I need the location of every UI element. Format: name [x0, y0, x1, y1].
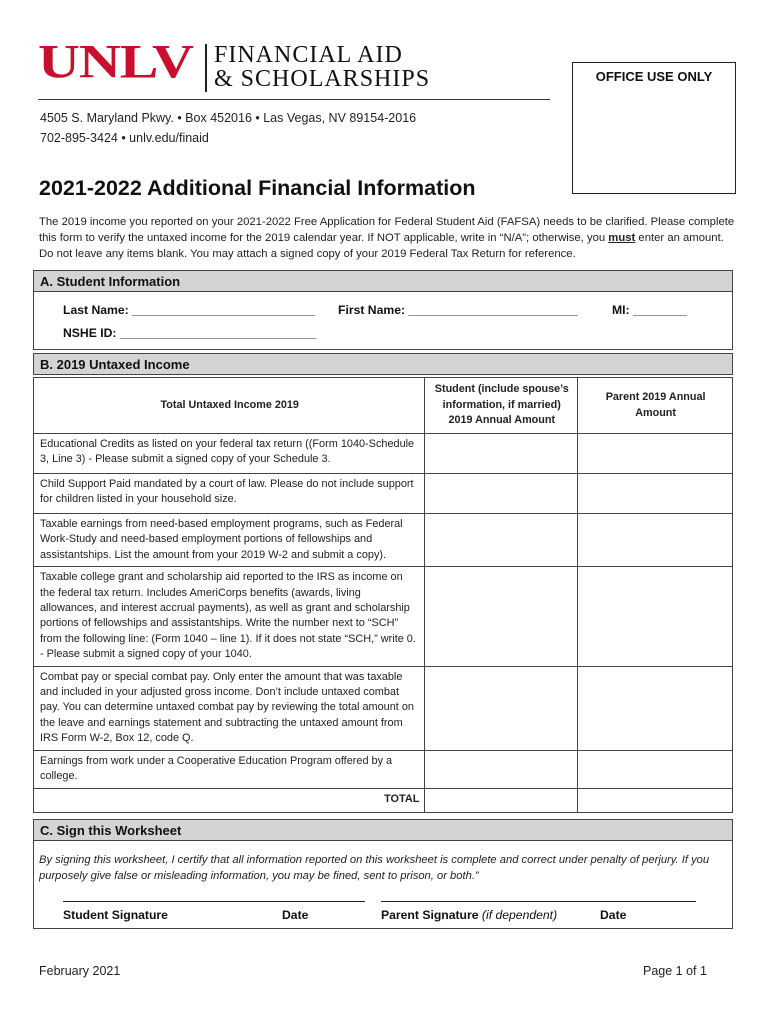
first-name-field[interactable]: First Name: _________________________: [338, 303, 578, 317]
contact-info: 702-895-3424 • unlv.edu/finaid: [40, 131, 209, 145]
student-amount-cell[interactable]: [425, 514, 578, 567]
parent-signature-label: [381, 908, 557, 922]
certification-text: By signing this worksheet, I certify that all information reported on this worksheet is complete and correct under penalty of perjury. If you purposely give false or misleading information, you may be fined, sent to prison, or both.”: [39, 854, 710, 882]
section-c-header: C. Sign this Worksheet: [33, 819, 733, 841]
parent-amount-cell[interactable]: [578, 514, 733, 567]
table-row: [34, 434, 733, 474]
dept-name-line1: FINANCIAL AID: [214, 42, 403, 68]
student-signature-label: Student Signature: [63, 908, 168, 922]
student-amount-cell[interactable]: [425, 474, 578, 514]
table-header-row: [34, 378, 733, 434]
student-signature-line[interactable]: [63, 901, 365, 902]
section-a-frame: [33, 291, 733, 350]
table-row: [34, 567, 733, 666]
intro-must: must: [608, 232, 636, 244]
parent-date-label: Date: [600, 908, 627, 922]
nshe-id-field[interactable]: NSHE ID: _____________________________: [63, 326, 317, 340]
table-row: [34, 474, 733, 514]
student-date-label: Date: [282, 908, 309, 922]
office-use-label: OFFICE USE ONLY: [595, 69, 713, 84]
student-amount-cell[interactable]: [425, 567, 578, 666]
student-amount-cell[interactable]: [425, 434, 578, 474]
parent-amount-cell[interactable]: [578, 750, 733, 788]
untaxed-income-table: [33, 377, 733, 813]
row-label: Taxable college grant and scholarship aid reported to the IRS as income on the federal tax return. Includes AmeriCorps benefits (awards, living allowances, and interest accrual payments), as well as grant and scholarship portions of fellowships and assistantships. Write the number next to “SCH” from the following line: (Form 1040 – line 1). If it does not state “SCH,” write 0. - Please submit a signed copy of your 1040.: [34, 567, 425, 666]
unlv-logo: UNLV: [38, 34, 194, 89]
row-label: Earnings from work under a Cooperative Education Program offered by a college.: [34, 750, 425, 788]
parent-amount-cell[interactable]: [578, 567, 733, 666]
section-b-header: B. 2019 Untaxed Income: [33, 353, 733, 375]
total-label: TOTAL: [34, 788, 425, 812]
intro-paragraph: [39, 214, 739, 262]
col-header-item: Total Untaxed Income 2019: [34, 378, 425, 434]
dept-name-line2: & SCHOLARSHIPS: [214, 66, 431, 92]
student-amount-cell[interactable]: [425, 666, 578, 750]
parent-amount-cell[interactable]: [578, 434, 733, 474]
row-label: Child Support Paid mandated by a court of law. Please do not include support for children listed in your household size.: [34, 474, 425, 514]
table-row: [34, 514, 733, 567]
row-label: Educational Credits as listed on your federal tax return ((Form 1040-Schedule 3, Line 3) - Please submit a signed copy of your Schedule 3.: [34, 434, 425, 474]
student-amount-cell[interactable]: [425, 750, 578, 788]
section-a-header: A. Student Information: [33, 270, 733, 292]
parent-total-cell[interactable]: [578, 788, 733, 812]
col-header-student: Student (include spouse’s information, if married) 2019 Annual Amount: [425, 378, 578, 434]
intro-text-2: enter an amount. Do not leave any items blank. You may attach a signed copy of your 2019 Federal Tax Return for reference.: [39, 232, 724, 260]
row-label: Combat pay or special combat pay. Only enter the amount that was taxable and included in your adjusted gross income. Don’t include untaxed combat pay. You can determine untaxed combat pay by reviewing the total amount on the leave and earnings statement and subtracting the untaxed amount from IRS Form W-2, Box 12, code Q.: [34, 666, 425, 750]
page-title: 2021-2022 Additional Financial Information: [39, 176, 476, 200]
last-name-field[interactable]: Last Name: ___________________________: [63, 303, 316, 317]
student-total-cell[interactable]: [425, 788, 578, 812]
parent-signature-line[interactable]: [381, 901, 696, 902]
header-rule: [38, 99, 550, 100]
parent-amount-cell[interactable]: [578, 474, 733, 514]
mi-field[interactable]: MI: ________: [612, 303, 688, 317]
parent-amount-cell[interactable]: [578, 666, 733, 750]
parent-signature-text: Parent Signature: [381, 908, 479, 922]
total-row: [34, 788, 733, 812]
table-row: [34, 666, 733, 750]
logo-divider: [205, 44, 207, 92]
col-header-parent: Parent 2019 Annual Amount: [578, 378, 733, 434]
row-label: Taxable earnings from need-based employment programs, such as Federal Work-Study and need-based employment portions of fellowships and assistantships. List the amount from your 2019 W-2 and submit a copy).: [34, 514, 425, 567]
parent-signature-note: (if dependent): [481, 908, 558, 922]
address: 4505 S. Maryland Pkwy. • Box 452016 • Las Vegas, NV 89154-2016: [40, 111, 417, 125]
page-number: Page 1 of 1: [643, 964, 707, 978]
intro-text-1: The 2019 income you reported on your 2021-2022 Free Application for Federal Student Aid (FAFSA) needs to be clarified. Please complete this form to verify the untaxed income for the 2019 calendar year. If NOT applicable, write in “N/A”; otherwise, you: [39, 216, 735, 244]
table-row: [34, 750, 733, 788]
footer-date: February 2021: [39, 964, 121, 978]
